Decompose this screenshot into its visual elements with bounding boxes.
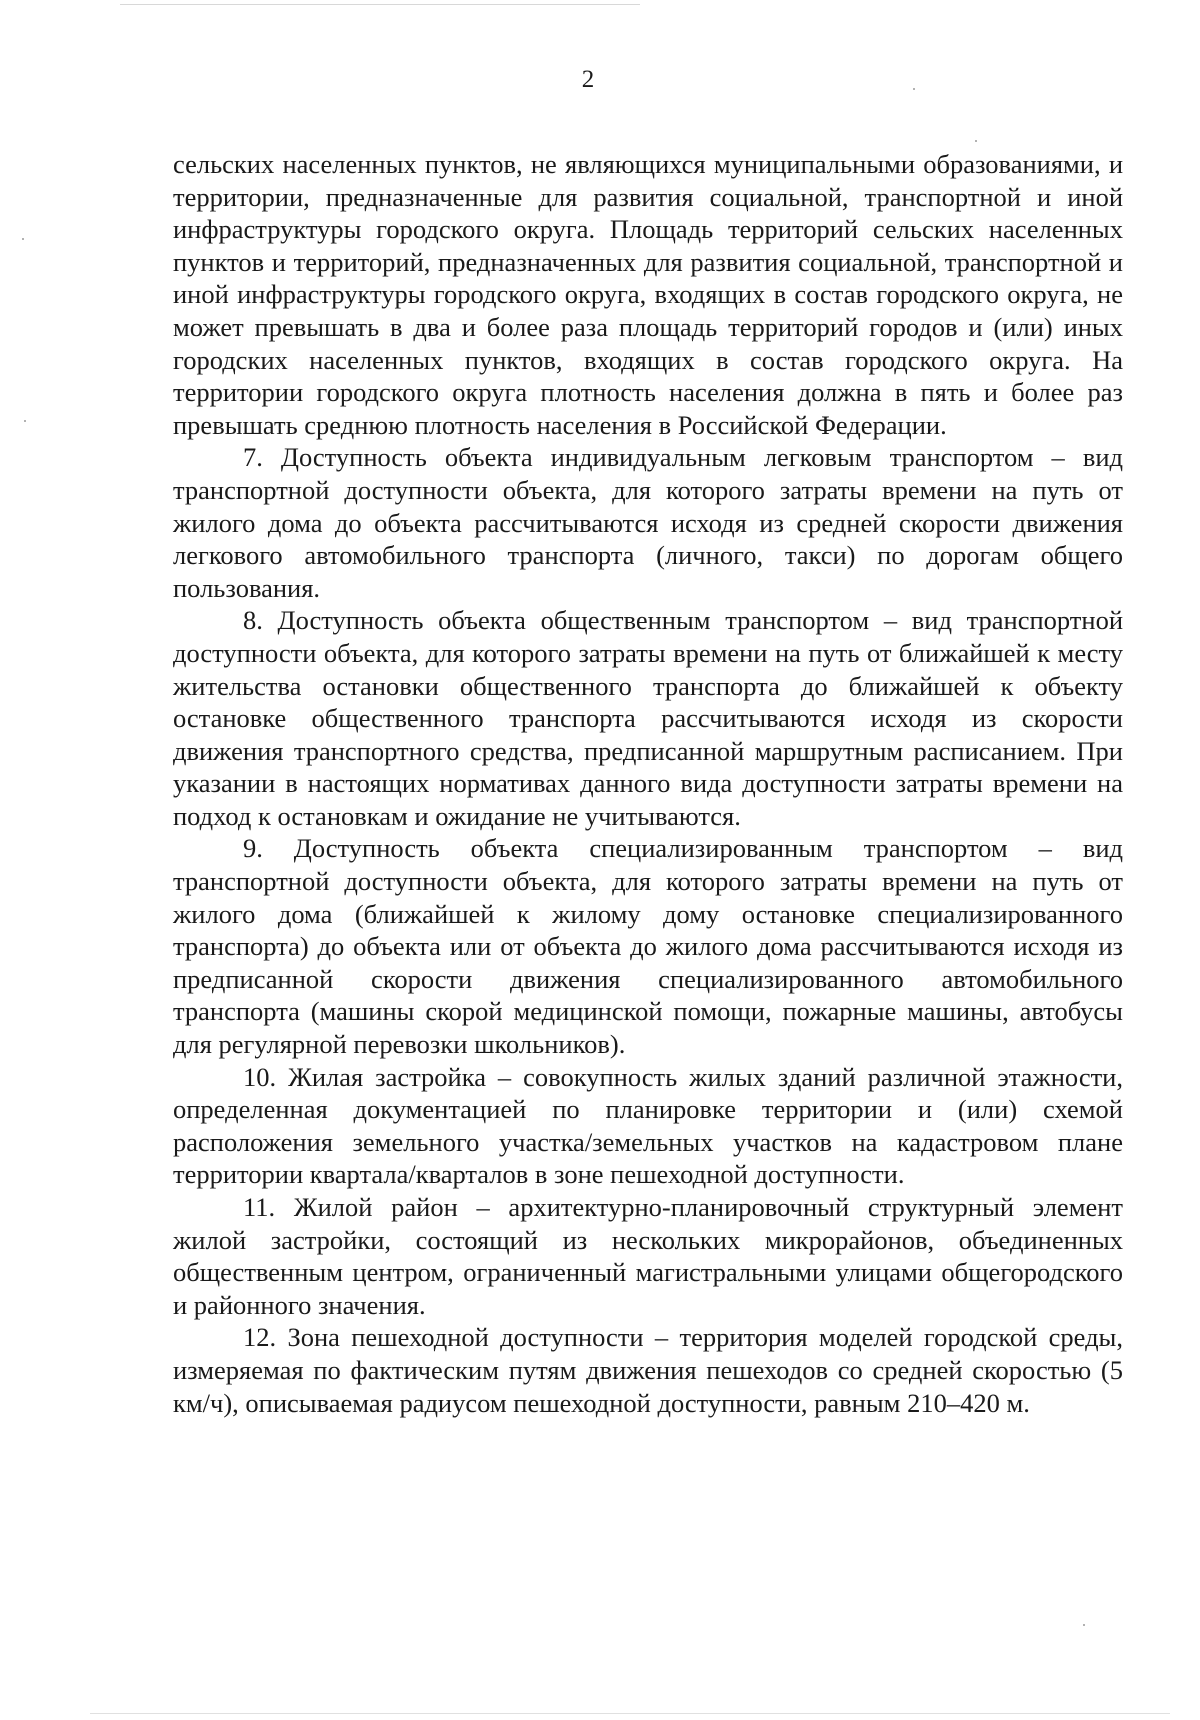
document-body	[173, 148, 1123, 1419]
paragraph-12: 12. Зона пешеходной доступности – территория моделей городской среды, измеряемая по фактическим путям движения пешеходов со средней скоростью (5 км/ч), описываемая радиусом пешеходной доступности, равным 210–420 м.	[173, 1322, 1123, 1418]
paragraph-8: 8. Доступность объекта общественным транспортом – вид транспортной доступности объекта, для которого затраты времени на путь от ближайшей к месту жительства остановки общественного транспорта до ближайшей к объекту остановке общественного транспорта рассчитываются исходя из скорости движения транспортного средства, предписанной маршрутным расписанием. При указании в настоящих нормативах данного вида доступности затраты времени на подход к остановкам и ожидание не учитываются.	[173, 605, 1123, 831]
scan-edge-top	[120, 4, 640, 5]
paragraph-7: 7. Доступность объекта индивидуальным легковым транспортом – вид транспортной доступности объекта, для которого затраты времени на путь от жилого дома до объекта рассчитываются исходя из средней скорости движения легкового автомобильного транспорта (личного, такси) по дорогам общего пользования.	[173, 442, 1123, 603]
scan-speck	[975, 140, 977, 142]
paragraph-11: 11. Жилой район – архитектурно-планировочный структурный элемент жилой застройки, состоящий из нескольких микрорайонов, объединенных общественным центром, ограниченный магистральными улицами общегородского и районного значения.	[173, 1192, 1123, 1320]
scan-speck	[1083, 1624, 1085, 1626]
paragraph-10: 10. Жилая застройка – совокупность жилых зданий различной этажности, определенная документацией по планировке территории и (или) схемой расположения земельного участка/земельных участков на кадастровом плане территории квартала/кварталов в зоне пешеходной доступности.	[173, 1061, 1123, 1190]
scan-edge-bottom	[90, 1713, 1170, 1714]
paragraph-continuation: сельских населенных пунктов, не являющихся муниципальными образованиями, и территории, предназначенные для развития социальной, транспортной и иной инфраструктуры городского округа. Площадь территорий сельских населенных пунктов и территорий, предназначенных для развития социальной, транспортной и иной инфраструктуры городского округа, входящих в состав городского округа, не может превышать в два и более раза площадь территорий городов и (или) иных городских населенных пунктов, входящих в состав городского округа. На территории городского округа плотность населения должна в пять и более раз превышать среднюю плотность населения в Российской Федерации.	[173, 149, 1123, 440]
paragraph-9: 9. Доступность объекта специализированным транспортом – вид транспортной доступности объекта, для которого затраты времени на путь от жилого дома (ближайшей к жилому дому остановке специализированного транспорта) до объекта или от объекта до жилого дома рассчитываются исходя из предписанной скорости движения специализированного автомобильного транспорта (машины скорой медицинской помощи, пожарные машины, автобусы для регулярной перевозки школьников).	[173, 833, 1123, 1060]
scan-speck	[24, 420, 26, 422]
scan-speck	[22, 238, 24, 240]
page-number: 2	[581, 66, 595, 93]
